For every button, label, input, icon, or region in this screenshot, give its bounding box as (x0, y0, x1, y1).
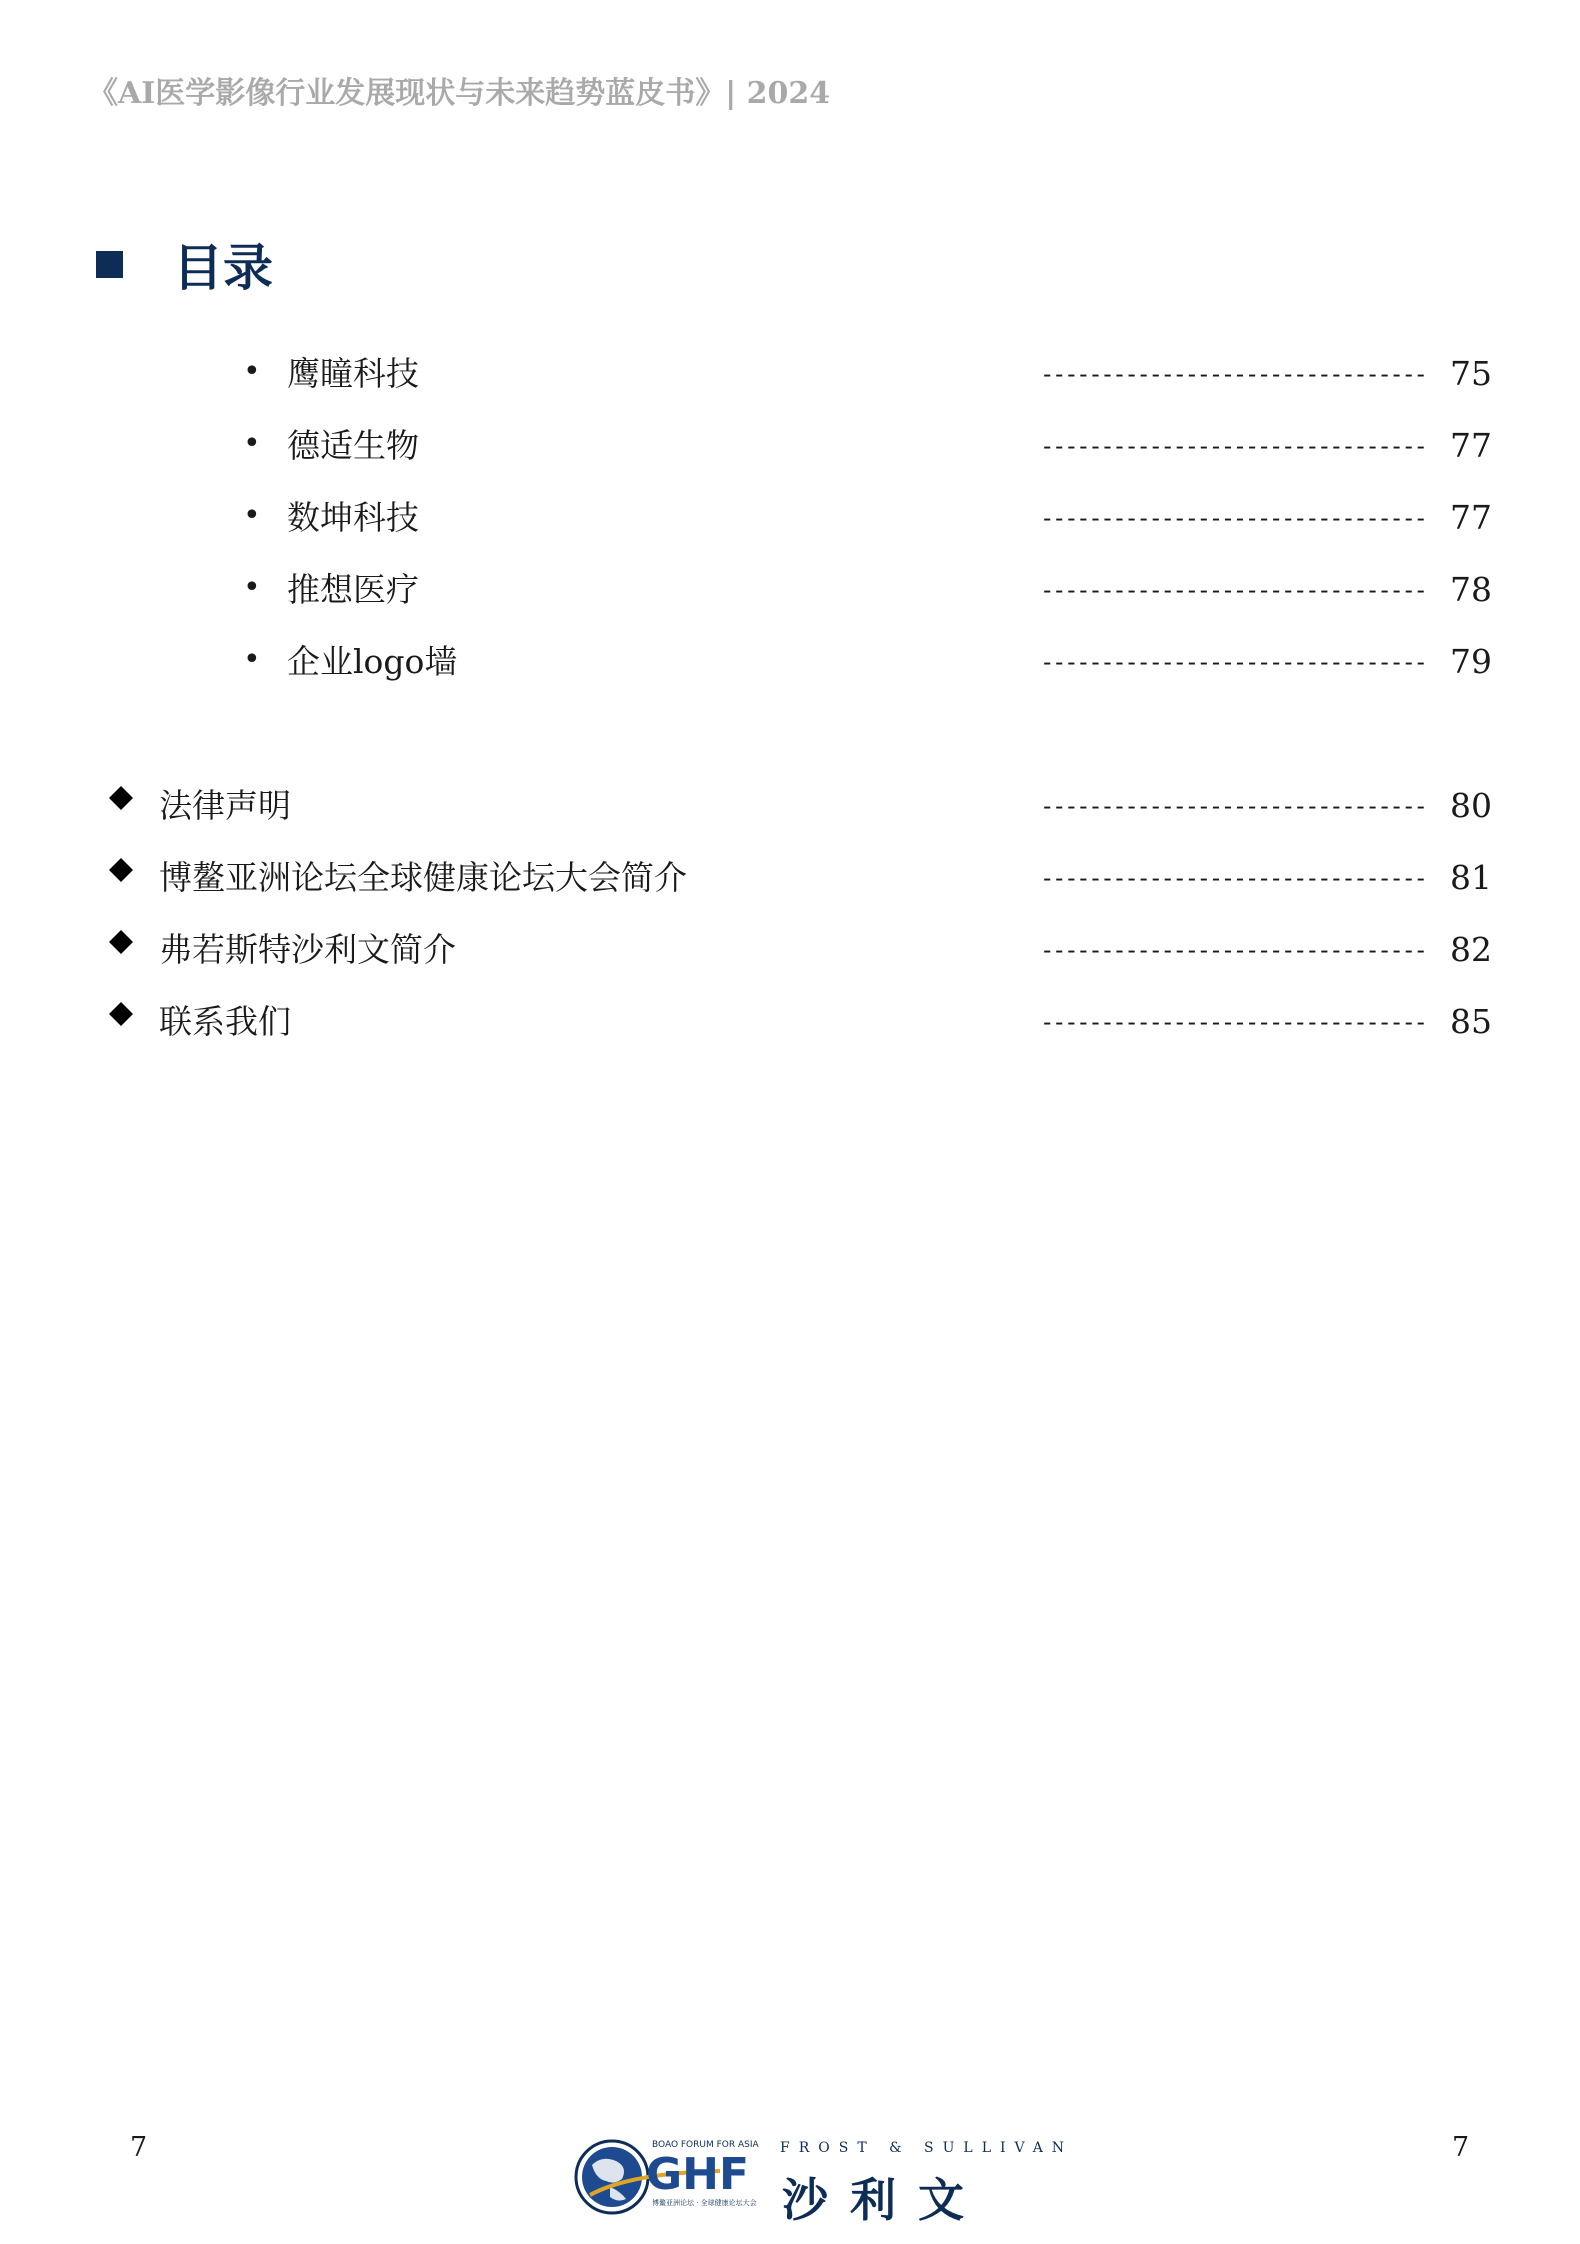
toc-entry[interactable] (0, 781, 1580, 831)
toc-leader: -------------------------------- (1040, 792, 1426, 820)
toc-entry[interactable] (0, 493, 1580, 543)
toc-page-number: 77 (1450, 426, 1492, 465)
toc-leader: -------------------------------- (1040, 576, 1426, 604)
toc-leader: -------------------------------- (1040, 1008, 1426, 1036)
toc-entry-label: 鹰瞳科技 (287, 354, 419, 393)
toc-entry-label: 数坤科技 (287, 498, 419, 537)
toc-entry[interactable] (0, 997, 1580, 1047)
diamond-bullet-icon (108, 1001, 134, 1027)
ghf-logo-sub-text: 博鳌亚洲论坛 · 全球健康论坛大会 (652, 2199, 757, 2207)
footer-page-number-right: 7 (1452, 2132, 1470, 2163)
document-header: 《AI医学影像行业发展现状与未来趋势蓝皮书》| 2024 (88, 76, 831, 111)
bullet-icon: • (243, 498, 261, 533)
diamond-bullet-icon (108, 857, 134, 883)
section-title: 目录 (173, 239, 273, 297)
toc-entry[interactable] (0, 853, 1580, 903)
toc-leader: -------------------------------- (1040, 936, 1426, 964)
toc-entry-label: 博鳌亚洲论坛全球健康论坛大会简介 (159, 858, 687, 897)
toc-entry[interactable] (0, 565, 1580, 615)
toc-entry-label: 企业logo墙 (287, 642, 458, 681)
ghf-logo-main-text: GHF (646, 2149, 749, 2200)
ghf-logo-top-text: BOAO FORUM FOR ASIA (652, 2140, 759, 2150)
toc-page-number: 82 (1450, 930, 1492, 969)
frost-sullivan-logo-cn: 沙利文 (782, 2173, 986, 2227)
diamond-bullet-icon (108, 785, 134, 811)
frost-sullivan-logo (780, 2140, 1074, 2227)
toc-entry[interactable] (0, 637, 1580, 687)
toc-entry-label: 联系我们 (159, 1002, 291, 1041)
toc-page-number: 81 (1450, 858, 1492, 897)
toc-leader: -------------------------------- (1040, 864, 1426, 892)
toc-entry[interactable] (0, 925, 1580, 975)
toc-page-number: 75 (1450, 354, 1492, 393)
diamond-bullet-icon (108, 929, 134, 955)
footer-page-number-left: 7 (130, 2132, 148, 2163)
bullet-icon: • (243, 354, 261, 389)
bullet-icon: • (243, 426, 261, 461)
toc-leader: -------------------------------- (1040, 432, 1426, 460)
toc-page-number: 80 (1450, 786, 1492, 825)
toc-entry-label: 法律声明 (159, 786, 291, 825)
toc-page-number: 79 (1450, 642, 1492, 681)
heading-square-icon (96, 251, 123, 278)
toc-leader: -------------------------------- (1040, 648, 1426, 676)
toc-page-number: 77 (1450, 498, 1492, 537)
section-heading (96, 228, 273, 300)
toc-leader: -------------------------------- (1040, 504, 1426, 532)
toc-entry[interactable] (0, 349, 1580, 399)
ghf-logo (570, 2133, 770, 2221)
toc-entry-label: 推想医疗 (287, 570, 419, 609)
toc-entry-label: 弗若斯特沙利文简介 (159, 930, 456, 969)
bullet-icon: • (243, 642, 261, 677)
bullet-icon: • (243, 570, 261, 605)
frost-sullivan-logo-en: FROST & SULLIVAN (780, 2140, 1074, 2156)
toc-page-number: 78 (1450, 570, 1492, 609)
toc-page-number: 85 (1450, 1002, 1492, 1041)
toc-entry[interactable] (0, 421, 1580, 471)
toc-leader: -------------------------------- (1040, 360, 1426, 388)
toc-entry-label: 德适生物 (287, 426, 419, 465)
